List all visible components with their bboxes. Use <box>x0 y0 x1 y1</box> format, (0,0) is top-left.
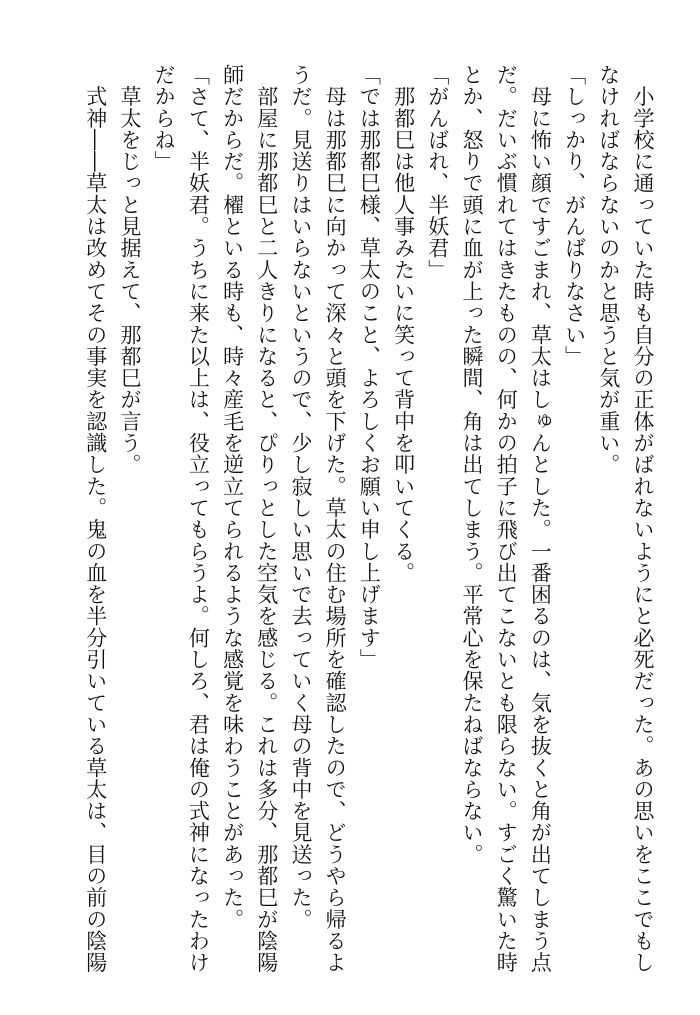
vertical-text-body <box>79 64 660 974</box>
text-line: 小学校に通っていた時も自分の正体がばれないようにと必死だった。あの思いをここでもし <box>631 64 655 974</box>
text-line: 「では那都巳様、草太のこと、よろしくお願い申し上げます」 <box>357 64 382 671</box>
text-line: 母は那都巳に向かって深々と頭を下げた。草太の住む場所を確認したので、どうやら帰るよ <box>323 64 348 974</box>
text-line: だからね」 <box>152 64 177 173</box>
text-line: とか、怒りで頭に血が上った瞬間、角は出てしまう。平常心を保たねばならない。 <box>459 64 484 866</box>
text-line: うだ。見送りはいらないというので、少し寂しい思いで去っていく母の背中を見送った。 <box>288 64 313 930</box>
text-line: 草太をじっと見据えて、那都巳が言う。 <box>117 64 142 476</box>
text-line: なければならないのかと思うと気が重い。 <box>596 64 621 476</box>
text-line: 師だからだ。櫂といる時も、時々産毛を逆立てられるような感覚を味わうことがあった。 <box>220 64 245 930</box>
text-line: 那都巳は他人事みたいに笑って背中を叩いてくる。 <box>391 64 416 584</box>
text-line: 母に怖い顔ですごまれ、草太はしゅんとした。一番困るのは、気を抜くと角が出てしまう点 <box>528 64 553 974</box>
text-line: 「しっかり、がんばりなさい」 <box>562 64 587 368</box>
text-line: だ。だいぶ慣れてはきたものの、何かの拍子に飛び出てこないとも限らない。すごく驚いた時 <box>494 64 519 974</box>
text-line: 「がんばれ、半妖君」 <box>425 64 450 281</box>
text-line: 部屋に那都巳と二人きりになると、ぴりっとした空気を感じる。これは多分、那都巳が陰陽 <box>254 64 279 974</box>
text-line: 式神――草太は改めてその事実を認識した。鬼の血を半分引いている草太は、目の前の陰陽 <box>83 64 108 974</box>
text-line: 「さて、半妖君。うちに来た以上は、役立ってもらうよ。何しろ、君は俺の式神になったわけ <box>186 64 211 974</box>
